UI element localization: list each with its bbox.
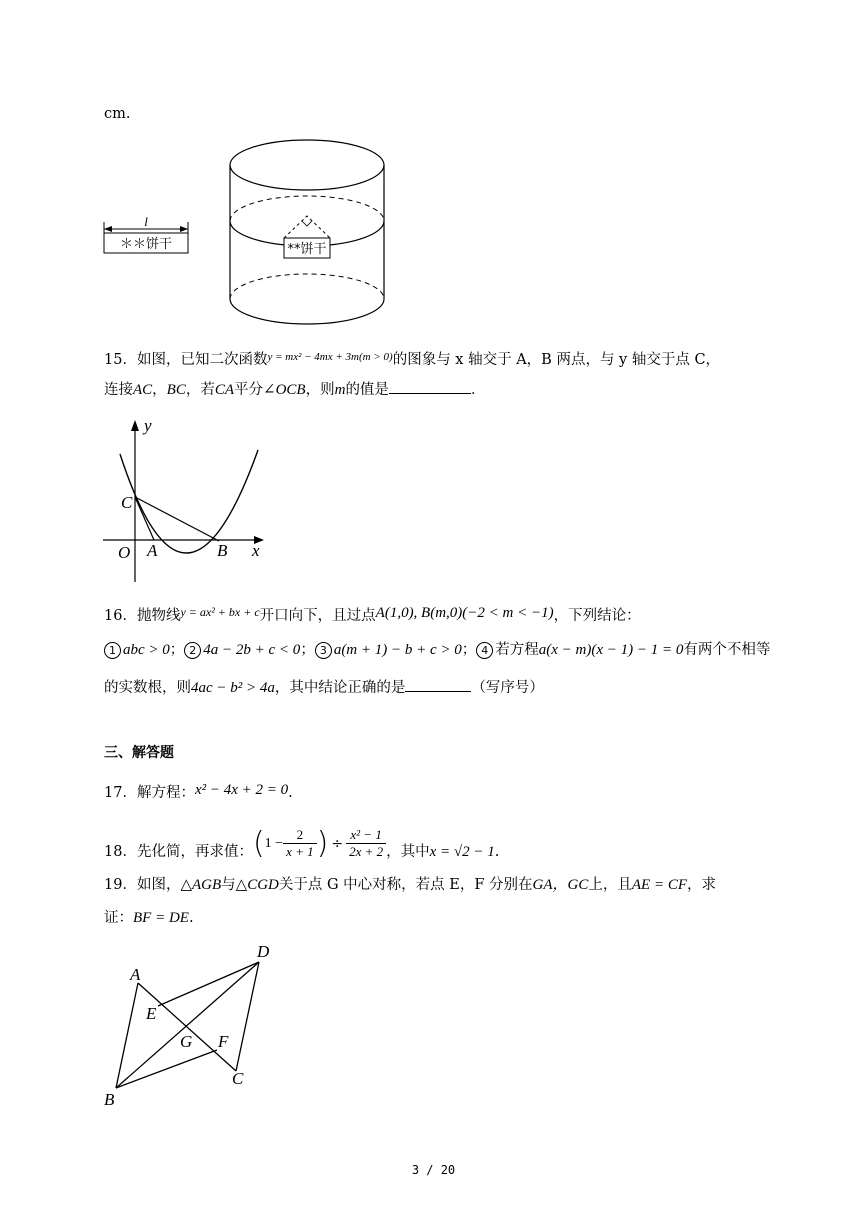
q15-text: 如图，已知二次函数 [136, 352, 268, 368]
fraction-2-den: 2x + 2 [349, 844, 384, 859]
label-e: E [146, 1004, 157, 1023]
point-b-label: B [217, 541, 228, 560]
divide-sign: ÷ [331, 835, 344, 852]
circle-num-3: 3 [315, 642, 332, 659]
segment-bf [116, 1050, 217, 1088]
q15-text-g: 的值是 [345, 382, 389, 398]
figure-parabola [100, 414, 275, 586]
section-heading: 三、解答题 [104, 745, 174, 761]
q18-line [104, 816, 499, 862]
q15-function: y = mx² − 4mx + 3m(m > 0) [267, 351, 393, 363]
segment-ac [138, 983, 236, 1071]
q16-text-c: ，下列结论： [553, 608, 641, 624]
q17-number: 17． [104, 785, 137, 801]
q19-condition: AE = CF [631, 877, 688, 893]
q19-text-f: 证： [104, 910, 133, 926]
biscuit-box-label: ＊＊饼干 [119, 237, 173, 252]
q16-line2 [104, 640, 770, 660]
q16-text-d: 的实数根，则 [104, 680, 191, 696]
q19-text-c: 关于点 G 中心对称，若点 E，F 分别在 [278, 877, 533, 893]
q16-number: 16． [104, 608, 137, 624]
conclusion-4-post: 有两个不相等 [683, 642, 771, 658]
length-label: l [144, 214, 148, 229]
y-label: y [144, 416, 152, 435]
circle-num-1: 1 [104, 642, 121, 659]
q16-text-e: ，其中结论正确的是 [274, 680, 406, 696]
origin-label: O [118, 543, 131, 562]
circle-num-4: 4 [476, 642, 493, 659]
q15-angle: ∠OCB [263, 382, 306, 398]
unit-text: cm. [104, 106, 131, 122]
q17-text: 解方程： [136, 785, 195, 801]
q19-goal: BF = DE [133, 910, 189, 926]
label-d: D [257, 942, 270, 961]
q15-text-c: 连接 [104, 382, 133, 398]
q18-where: ，其中 [386, 844, 430, 860]
answer-blank[interactable] [405, 677, 471, 692]
fraction-2-num: x² − 1 [346, 827, 386, 844]
figure-cylinder [98, 134, 398, 334]
one-minus: 1 − [264, 835, 284, 851]
fraction-1 [283, 827, 317, 860]
q15-text-f: ，则 [305, 382, 335, 398]
triangle-cgd: △CGD [235, 877, 279, 893]
answer-blank[interactable] [389, 379, 471, 394]
q17-end: . [288, 785, 293, 801]
q17-line [104, 780, 293, 803]
q18-x-value: x = √2 − 1 [429, 844, 495, 860]
q15-ca: CA [214, 382, 235, 398]
conclusion-1: abc > 0 [123, 642, 170, 658]
q19-line1 [104, 875, 716, 895]
x-label: x [252, 541, 260, 560]
segment-ca [135, 497, 154, 540]
q18-number: 18． [104, 844, 137, 860]
q15-text-e: 平分 [234, 382, 264, 398]
q16-inequality: 4ac − b² > 4a [191, 680, 275, 696]
q15-ac: AC [133, 382, 153, 398]
q15-m: m [334, 382, 346, 398]
label-b: B [104, 1090, 115, 1109]
sep-3: ； [461, 642, 477, 658]
q19-text-a: 如图， [136, 877, 181, 893]
fraction-1-den: x + 1 [286, 844, 314, 859]
q18-text: 先化简，再求值： [136, 844, 253, 860]
inner-biscuit-label: **饼干 [287, 242, 327, 257]
q16-points: A(1,0), B(m,0)(−2 < m < −1) [375, 605, 554, 621]
q19-text-d: 上，且 [588, 877, 632, 893]
q18-end: . [494, 844, 500, 860]
q15-line1 [104, 347, 720, 370]
page-number: 3 / 20 [411, 1163, 456, 1177]
q15-text-d: ，若 [185, 382, 215, 398]
q19-end: . [188, 910, 194, 926]
segments-ga-gc: GA，GC [532, 877, 589, 893]
label-g: G [180, 1032, 193, 1051]
segment-de [158, 962, 259, 1006]
label-f: F [218, 1032, 229, 1051]
fraction-1-num: 2 [283, 827, 317, 844]
q15-bc: BC [166, 382, 186, 398]
point-c-label: C [121, 493, 133, 512]
q17-equation: x² − 4x + 2 = 0 [194, 782, 289, 798]
q16-text-f: （写序号） [471, 680, 544, 696]
figure-symmetry [96, 938, 286, 1110]
fraction-2 [346, 827, 386, 860]
q19-text-b: 与 [221, 877, 236, 893]
circle-num-2: 2 [184, 642, 201, 659]
q15-text-b: 的图象与 x 轴交于 A，B 两点，与 y 轴交于点 C， [392, 352, 721, 368]
segment-dc [236, 962, 259, 1071]
conclusion-3: a(m + 1) − b + c > 0 [333, 642, 462, 658]
q15-line2 [104, 379, 485, 400]
q15-end: ． [470, 382, 486, 398]
q16-text-a: 抛物线 [136, 608, 181, 624]
conclusion-2: 4a − 2b + c < 0 [203, 642, 301, 658]
q19-line2 [104, 908, 194, 928]
q16-line3 [104, 677, 544, 698]
conclusion-4-pre: 若方程 [495, 642, 539, 658]
label-a: A [130, 965, 141, 984]
q18-expression: ( 1 − $\frac{2}{x + 1}$ ) ÷ $\frac{\text{x² − 1}}{2x + 2}$ [253, 827, 386, 860]
point-a-label: A [147, 541, 158, 560]
q16-function: y = ax² + bx + c [180, 605, 260, 619]
cylinder-top [230, 140, 384, 190]
sep-2: ； [300, 642, 315, 658]
q19-text-e: ，求 [687, 877, 717, 893]
q15-number: 15． [104, 352, 137, 368]
triangle-agb: △AGB [180, 877, 222, 893]
q16-line1 [104, 602, 641, 626]
label-c: C [232, 1069, 244, 1088]
parabola-curve [120, 450, 258, 553]
q16-text-b: 开口向下，且过点 [259, 608, 376, 624]
sep-1: ； [169, 642, 185, 658]
q19-number: 19． [104, 877, 137, 893]
conclusion-4-eq: a(x − m)(x − 1) − 1 = 0 [538, 642, 684, 658]
q15-sep: ， [152, 382, 167, 398]
